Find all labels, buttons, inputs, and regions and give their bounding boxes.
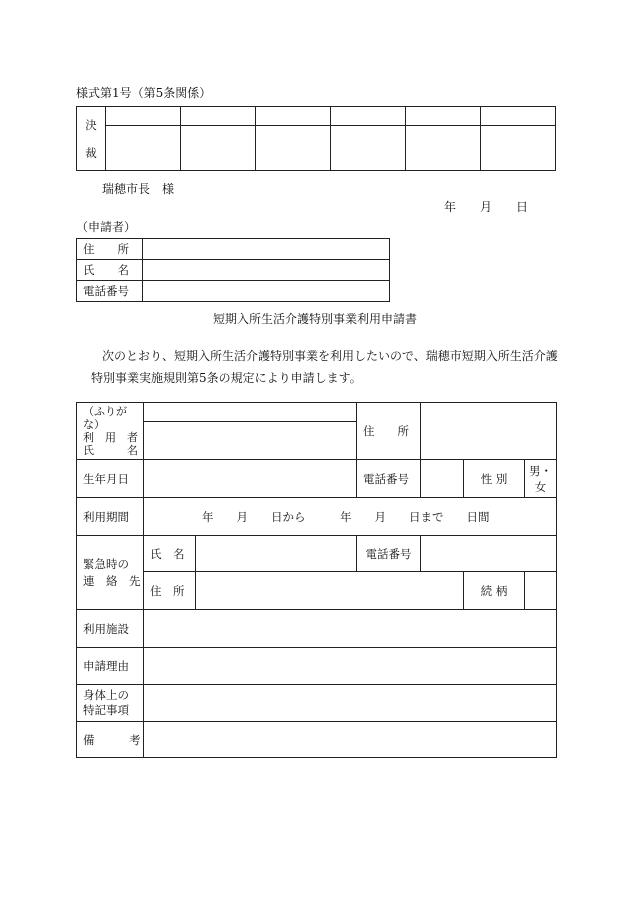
applicant-name-field[interactable] bbox=[143, 260, 390, 281]
approval-seal-3[interactable] bbox=[256, 126, 331, 171]
user-label-2: 氏 名 bbox=[83, 444, 138, 457]
approval-seal-5[interactable] bbox=[406, 126, 481, 171]
period-field[interactable] bbox=[144, 498, 557, 536]
physical-label-2: 特記事項 bbox=[83, 703, 129, 717]
reason-label: 申請理由 bbox=[77, 648, 144, 685]
remarks-label: 備 考 bbox=[77, 722, 144, 758]
applicant-phone-label: 電話番号 bbox=[77, 281, 143, 302]
dob-label: 生年月日 bbox=[77, 460, 144, 498]
date-year-label: 年 bbox=[444, 200, 457, 214]
emergency-label-2: 連 絡 先 bbox=[83, 573, 141, 588]
furigana-label: （ふりがな） bbox=[83, 405, 127, 431]
sex-value[interactable]: 男・女 bbox=[525, 460, 557, 498]
phone-label: 電話番号 bbox=[357, 460, 421, 498]
approval-seal-2[interactable] bbox=[181, 126, 256, 171]
user-address-field[interactable] bbox=[421, 403, 557, 460]
physical-label-cell bbox=[77, 685, 144, 722]
form-number: 様式第1号（第5条関係） bbox=[76, 86, 212, 100]
facility-field[interactable] bbox=[144, 610, 557, 648]
approval-seal-header-1[interactable] bbox=[106, 107, 181, 126]
approval-label-1: 決 bbox=[85, 117, 97, 132]
em-address-field[interactable] bbox=[196, 572, 464, 610]
em-relation-label: 続 柄 bbox=[464, 572, 525, 610]
approval-label-2: 裁 bbox=[85, 145, 97, 160]
emergency-label-cell bbox=[77, 536, 144, 610]
approval-seal-header-4[interactable] bbox=[331, 107, 406, 126]
user-label-1: 利 用 者 bbox=[83, 431, 138, 444]
document-title: 短期入所生活介護特別事業利用申請書 bbox=[212, 312, 417, 326]
user-address-label: 住 所 bbox=[357, 403, 421, 460]
applicant-heading: （申請者） bbox=[76, 220, 137, 234]
em-address-label: 住 所 bbox=[144, 572, 196, 610]
sex-label: 性 別 bbox=[464, 460, 525, 498]
date-line bbox=[444, 198, 528, 215]
approval-seal-4[interactable] bbox=[331, 126, 406, 171]
approval-seal-header-6[interactable] bbox=[481, 107, 556, 126]
body-text-line-1: 次のとおり、短期入所生活介護特別事業を利用したいので、瑞穂市短期入所生活介護 bbox=[102, 349, 558, 363]
main-table bbox=[76, 402, 557, 758]
approval-seal-1[interactable] bbox=[106, 126, 181, 171]
date-day-label: 日 bbox=[515, 200, 528, 214]
period-label: 利用期間 bbox=[77, 498, 144, 536]
phone-field[interactable] bbox=[421, 460, 464, 498]
em-phone-label: 電話番号 bbox=[357, 536, 421, 572]
body-text-line-2: 特別事業実施規則第5条の規定により申請します。 bbox=[91, 371, 362, 385]
em-name-field[interactable] bbox=[196, 536, 357, 572]
dob-field[interactable] bbox=[144, 460, 357, 498]
approval-seal-header-2[interactable] bbox=[181, 107, 256, 126]
facility-label: 利用施設 bbox=[77, 610, 144, 648]
em-relation-field[interactable] bbox=[525, 572, 557, 610]
approval-seal-header-5[interactable] bbox=[406, 107, 481, 126]
applicant-address-field[interactable] bbox=[143, 239, 390, 260]
approval-seal-6[interactable] bbox=[481, 126, 556, 171]
approval-seal-header-3[interactable] bbox=[256, 107, 331, 126]
em-phone-field[interactable] bbox=[421, 536, 557, 572]
emergency-label-1: 緊急時の bbox=[83, 556, 129, 571]
em-name-label: 氏 名 bbox=[144, 536, 196, 572]
physical-field[interactable] bbox=[144, 685, 557, 722]
user-name-label-cell bbox=[77, 403, 144, 460]
applicant-address-label: 住 所 bbox=[77, 239, 143, 260]
reason-field[interactable] bbox=[144, 648, 557, 685]
addressee: 瑞穂市長 様 bbox=[102, 182, 175, 196]
period-text: 年 月 日から 年 月 日まで 日間 bbox=[202, 509, 490, 524]
date-month-label: 月 bbox=[479, 200, 492, 214]
approval-label-cell bbox=[77, 107, 106, 171]
physical-label-1: 身体上の bbox=[83, 688, 129, 702]
applicant-name-label: 氏 名 bbox=[77, 260, 143, 281]
applicant-table bbox=[76, 238, 390, 302]
remarks-field[interactable] bbox=[144, 722, 557, 758]
user-name-field[interactable] bbox=[144, 422, 357, 460]
user-furigana-field[interactable] bbox=[144, 403, 357, 422]
applicant-phone-field[interactable] bbox=[143, 281, 390, 302]
approval-table bbox=[76, 106, 556, 171]
